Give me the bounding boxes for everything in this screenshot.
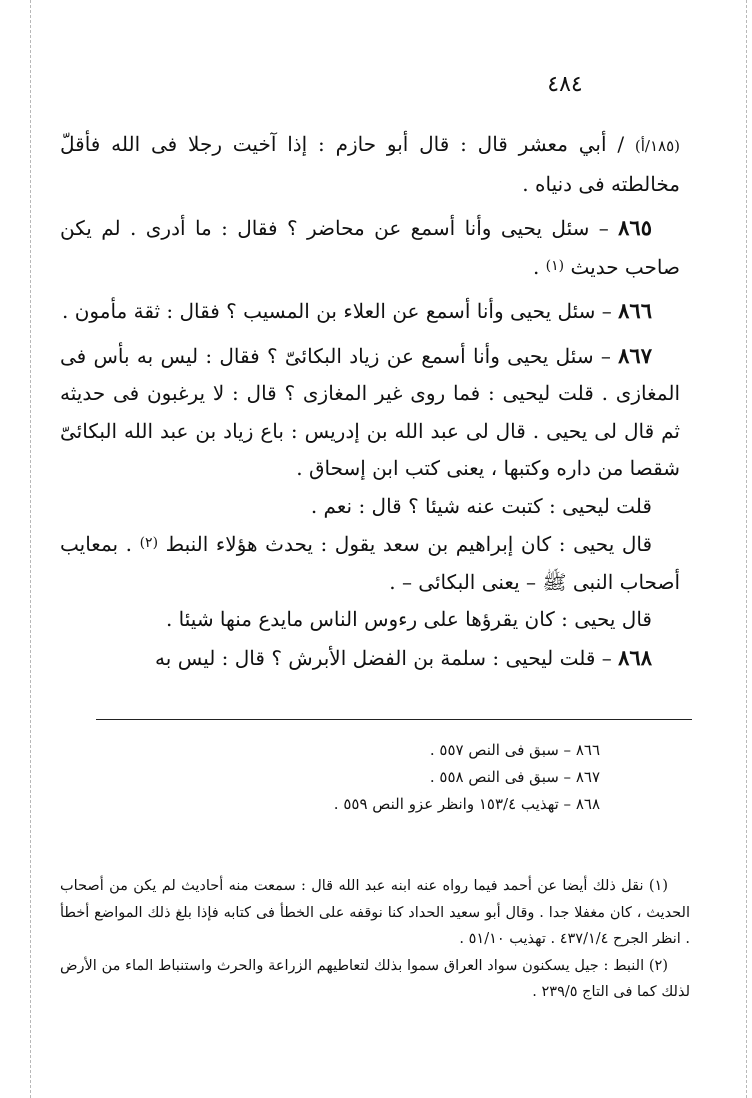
entry-868 [60, 639, 680, 678]
footnotes [60, 873, 690, 1006]
entry-number: ٨٦٨ [618, 644, 652, 670]
cross-reference-note: ٨٦٨ – تهذيب ١٥٣/٤ وانظر عزو النص ٥٥٩ . [333, 795, 600, 813]
entry-number: ٨٦٥ [618, 215, 652, 240]
paragraph-ibrahim [60, 525, 680, 601]
scan-edge-left [30, 0, 31, 1098]
entry-number: ٨٦٧ [618, 342, 652, 368]
scan-edge-right [746, 0, 747, 1098]
paragraph-qa: قلت ليحيى : كتبت عنه شيئا ؟ قال : نعم . [310, 493, 652, 518]
footnote-1: (١) نقل ذلك أيضا عن أحمد فيما رواه عنه ابنه عبد الله قال : سمعت منه أحاديث لم يكن من أصحاب الحديث ، كان مغفلا جدا . وقال أبو سعيد الحداد كنا نوقفه على الخطأ فى كتابه فإذا بلغ ذلك المواضع أخطأ . انظر الجرح ٤٣٧/١/٤ . تهذيب ٥١/١٠ . [60, 878, 690, 947]
entry-text: – سئل يحيى وأنا أسمع عن محاضر ؟ فقال : ما أدرى . لم يكن صاحب حديث [60, 216, 680, 279]
main-text [60, 126, 680, 677]
page-number: ٤٨٤ [547, 72, 583, 97]
paragraph-continuation [60, 126, 680, 203]
footnote-marker: (١) [545, 257, 565, 274]
paragraph-text: / أبي معشر قال : قال أبو حازم : إذا آخيت رجلا فى الله فأقلّ مخالطته فى دنياه . [60, 132, 680, 196]
footnote-separator [96, 719, 692, 720]
entry-text: – سئل يحيى وأنا أسمع عن العلاء بن المسيب ؟ فقال : ثقة مأمون . [62, 299, 619, 323]
manuscript-folio-ref: (١٨٥/أ) [634, 137, 680, 155]
cross-reference-notes [150, 737, 600, 818]
paragraph-text-end: . بمعايب أصحاب النبى ﷺ – يعنى البكائى – . [60, 532, 680, 594]
paragraph-text: قال يحيى : كان إبراهيم بن سعد يقول : يحدث هؤلاء النبط [165, 532, 653, 556]
entry-866 [60, 292, 680, 331]
cross-reference-note: ٨٦٧ – سبق فى النص ٥٥٨ . [429, 768, 600, 786]
entry-865 [60, 209, 680, 286]
footnote-marker: (٢) [139, 535, 159, 551]
entry-text-end: . [532, 254, 546, 279]
paragraph-reading: قال يحيى : كان يقرؤها على رءوس الناس مايدع منها شيئا . [165, 607, 652, 631]
entry-text: – سئل يحيى وأنا أسمع عن زياد البكائىّ ؟ فقال : ليس به بأس فى المغازى . قلت ليحيى : فما روى غير المغازى ؟ قال : لا يرغبون فى حديثه ثم قال لى يحيى . قال لى عبد الله بن إدريس : باع زياد بن عبد الله البكائىّ شقصا من داره وكتبها ، يعنى كتب ابن إسحاق . [60, 343, 680, 480]
entry-text: – قلت ليحيى : سلمة بن الفضل الأبرش ؟ قال : ليس به [155, 645, 619, 670]
cross-reference-note: ٨٦٦ – سبق فى النص ٥٥٧ . [429, 741, 600, 759]
entry-867 [60, 337, 680, 488]
entry-number: ٨٦٦ [618, 298, 652, 323]
footnote-2: (٢) النبط : جيل يسكنون سواد العراق سموا بذلك لتعاطيهم الزراعة والحرث واستنباط الماء من الأرض لذلك كما فى التاج ٢٣٩/٥ . [60, 957, 690, 1000]
